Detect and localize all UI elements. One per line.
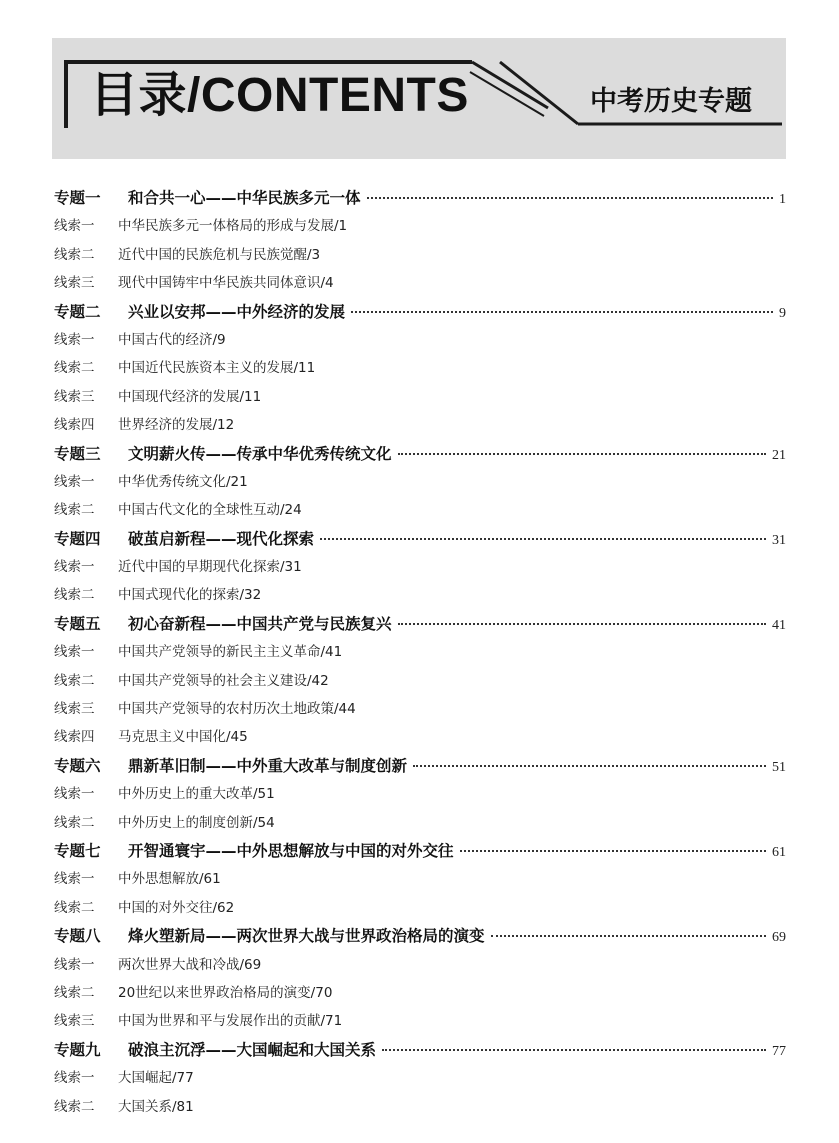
topic-page-number: 61 [772, 844, 786, 860]
dot-leader [398, 453, 766, 455]
toc-clue-row [54, 1066, 786, 1094]
clue-text: 中国共产党领导的社会主义建设/42 [118, 672, 329, 689]
clue-label: 线索二 [54, 984, 95, 1001]
clue-label: 线索三 [54, 701, 95, 718]
toc-clue-row [54, 555, 786, 583]
clue-label: 线索一 [54, 559, 95, 576]
clue-label: 线索一 [54, 1070, 95, 1087]
clue-label: 线索二 [54, 246, 95, 263]
topic-page-number: 41 [772, 617, 786, 633]
toc-topic-row [54, 300, 786, 328]
toc-clue-row [54, 811, 786, 839]
clue-text: 中外历史上的重大改革/51 [118, 786, 275, 803]
clue-text: 中华民族多元一体格局的形成与发展/1 [118, 218, 348, 235]
clue-text: 中华优秀传统文化/21 [118, 473, 248, 490]
clue-label: 线索二 [54, 502, 95, 519]
dot-leader [351, 311, 773, 313]
toc-clue-row [54, 697, 786, 725]
clue-text: 大国崛起/77 [118, 1070, 194, 1087]
topic-label: 专题八 [54, 927, 101, 946]
topic-label: 专题四 [54, 529, 101, 548]
dot-leader [413, 765, 766, 767]
topic-page-number: 51 [772, 759, 786, 775]
clue-text: 中国的对外交往/62 [118, 899, 235, 916]
clue-text: 马克思主义中国化/45 [118, 729, 248, 746]
topic-title: 烽火塑新局——两次世界大战与世界政治格局的演变 [128, 927, 485, 946]
topic-label: 专题三 [54, 444, 101, 463]
clue-text: 现代中国铸牢中华民族共同体意识/4 [118, 275, 334, 292]
topic-title: 初心奋新程——中国共产党与民族复兴 [128, 614, 392, 633]
toc-clue-row [54, 669, 786, 697]
clue-label: 线索二 [54, 814, 95, 831]
toc-clue-row [54, 470, 786, 498]
clue-text: 大国关系/81 [118, 1098, 194, 1115]
clue-text: 中外历史上的制度创新/54 [118, 814, 275, 831]
clue-label: 线索一 [54, 871, 95, 888]
toc-clue-row [54, 243, 786, 271]
clue-label: 线索一 [54, 218, 95, 235]
topic-page-number: 21 [772, 447, 786, 463]
toc-clue-row [54, 214, 786, 242]
topic-label: 专题七 [54, 841, 101, 860]
toc-clue-row [54, 328, 786, 356]
clue-text: 中国共产党领导的农村历次土地政策/44 [118, 701, 356, 718]
clue-text: 中国古代文化的全球性互动/24 [118, 502, 302, 519]
topic-title: 鼎新革旧制——中外重大改革与制度创新 [128, 756, 408, 775]
clue-label: 线索三 [54, 388, 95, 405]
dot-leader [367, 197, 773, 199]
clue-label: 线索一 [54, 331, 95, 348]
clue-text: 中国共产党领导的新民主主义革命/41 [118, 644, 343, 661]
toc-topic-row [54, 754, 786, 782]
toc-clue-row [54, 867, 786, 895]
clue-text: 世界经济的发展/12 [118, 417, 235, 434]
topic-title: 和合共一心——中华民族多元一体 [128, 189, 361, 207]
topic-page-number: 9 [779, 305, 786, 321]
clue-label: 线索一 [54, 786, 95, 803]
clue-text: 20世纪以来世界政治格局的演变/70 [118, 984, 333, 1001]
clue-label: 线索四 [54, 417, 95, 434]
toc-topic-row [54, 839, 786, 867]
toc-clue-row [54, 896, 786, 924]
clue-text: 中外思想解放/61 [118, 871, 221, 888]
table-of-contents [54, 186, 786, 1123]
toc-clue-row [54, 583, 786, 611]
toc-clue-row [54, 1095, 786, 1123]
clue-label: 线索一 [54, 473, 95, 490]
toc-clue-row [54, 981, 786, 1009]
topic-page-number: 69 [772, 930, 786, 946]
clue-label: 线索三 [54, 1013, 95, 1030]
page-title: 目录/CONTENTS [90, 69, 469, 122]
topic-title: 文明薪火传——传承中华优秀传统文化 [128, 444, 392, 463]
toc-clue-row [54, 725, 786, 753]
toc-topic-row [54, 1038, 786, 1066]
toc-topic-row [54, 186, 786, 214]
topic-page-number: 31 [772, 532, 786, 548]
clue-label: 线索二 [54, 672, 95, 689]
topic-page-number: 1 [779, 192, 786, 207]
clue-text: 近代中国的民族危机与民族觉醒/3 [118, 246, 321, 263]
clue-text: 近代中国的早期现代化探索/31 [118, 559, 302, 576]
clue-label: 线索四 [54, 729, 95, 746]
topic-title: 开智通寰宇——中外思想解放与中国的对外交往 [128, 841, 454, 860]
dot-leader [382, 1049, 766, 1051]
toc-clue-row [54, 498, 786, 526]
toc-clue-row [54, 953, 786, 981]
clue-text: 中国式现代化的探索/32 [118, 587, 262, 604]
clue-label: 线索一 [54, 956, 95, 973]
toc-topic-row [54, 527, 786, 555]
topic-label: 专题一 [54, 189, 101, 207]
dot-leader [320, 538, 766, 540]
topic-page-number: 77 [772, 1043, 786, 1059]
clue-label: 线索二 [54, 899, 95, 916]
topic-label: 专题二 [54, 302, 101, 321]
clue-text: 中国为世界和平与发展作出的贡献/71 [118, 1013, 343, 1030]
topic-title: 破浪主沉浮——大国崛起和大国关系 [128, 1040, 377, 1059]
clue-label: 线索三 [54, 275, 95, 292]
clue-label: 线索二 [54, 587, 95, 604]
toc-clue-row [54, 782, 786, 810]
clue-text: 中国近代民族资本主义的发展/11 [118, 360, 316, 377]
toc-topic-row [54, 924, 786, 952]
clue-text: 两次世界大战和冷战/69 [118, 956, 262, 973]
toc-clue-row [54, 356, 786, 384]
clue-label: 线索二 [54, 1098, 95, 1115]
toc-clue-row [54, 271, 786, 299]
toc-clue-row [54, 385, 786, 413]
topic-title: 兴业以安邦——中外经济的发展 [128, 302, 346, 321]
toc-topic-row [54, 442, 786, 470]
dot-leader [398, 623, 766, 625]
clue-text: 中国古代的经济/9 [118, 331, 226, 348]
topic-label: 专题六 [54, 756, 101, 775]
topic-label: 专题九 [54, 1040, 101, 1059]
dot-leader [460, 850, 766, 852]
page-subtitle: 中考历史专题 [590, 86, 752, 117]
toc-clue-row [54, 1009, 786, 1037]
clue-label: 线索一 [54, 644, 95, 661]
toc-topic-row [54, 612, 786, 640]
toc-clue-row [54, 413, 786, 441]
clue-text: 中国现代经济的发展/11 [118, 388, 262, 405]
topic-label: 专题五 [54, 614, 101, 633]
topic-title: 破茧启新程——现代化探索 [128, 529, 315, 548]
clue-label: 线索二 [54, 360, 95, 377]
toc-clue-row [54, 640, 786, 668]
dot-leader [491, 935, 766, 937]
